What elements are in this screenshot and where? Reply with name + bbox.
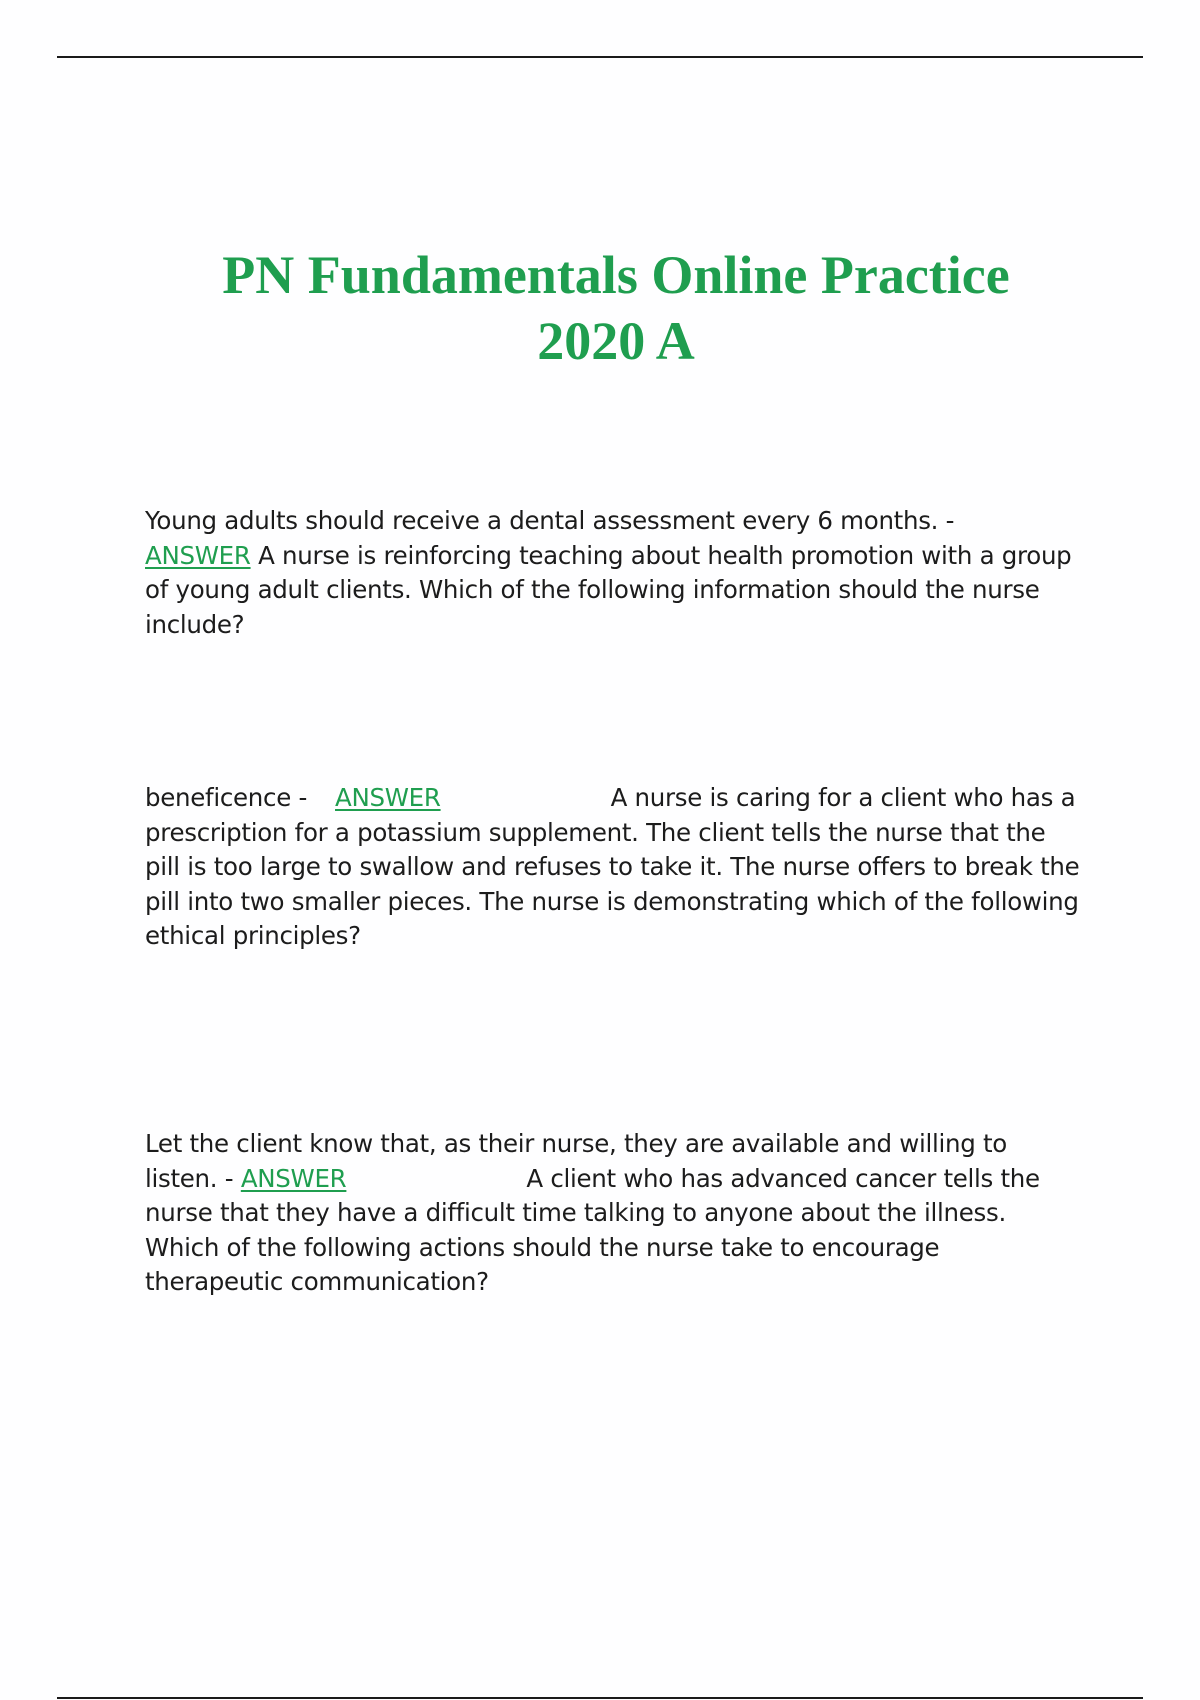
header-rule (57, 56, 1143, 58)
qa-item-2 (145, 781, 1080, 954)
qa-item-3 (145, 1127, 1080, 1300)
answer-label: ANSWER (335, 783, 441, 812)
answer-text: Young adults should receive a dental assessment every 6 months. - (145, 506, 955, 535)
question-text: A nurse is caring for a client who has a prescription for a potassium supplement. The client tells the nurse that the pill is too large to swallow and refuses to take it. The nurse offers to break the pill into two smaller pieces. The nurse is demonstrating which of the following ethical principles? (145, 783, 1080, 950)
answer-text: beneficence - (145, 783, 308, 812)
document-title (120, 242, 1112, 374)
question-text: A client who has advanced cancer tells the nurse that they have a difficult time talking to anyone about the illness. Which of the following actions should the nurse take to encourage therapeutic communication? (145, 1163, 1040, 1296)
footer-rule (57, 1697, 1143, 1699)
title-line-1: PN Fundamentals Online Practice (222, 245, 1010, 305)
qa-item-1 (145, 504, 1080, 642)
answer-label: ANSWER (145, 540, 251, 570)
question-text: A nurse is reinforcing teaching about health promotion with a group of young adult clients. Which of the following information should the nurse include? (145, 540, 1072, 639)
answer-label: ANSWER (240, 1163, 347, 1193)
title-line-2: 2020 A (537, 311, 695, 371)
answer-text: Let the client know that, as their nurse, they are available and willing to listen. - (145, 1129, 1007, 1193)
